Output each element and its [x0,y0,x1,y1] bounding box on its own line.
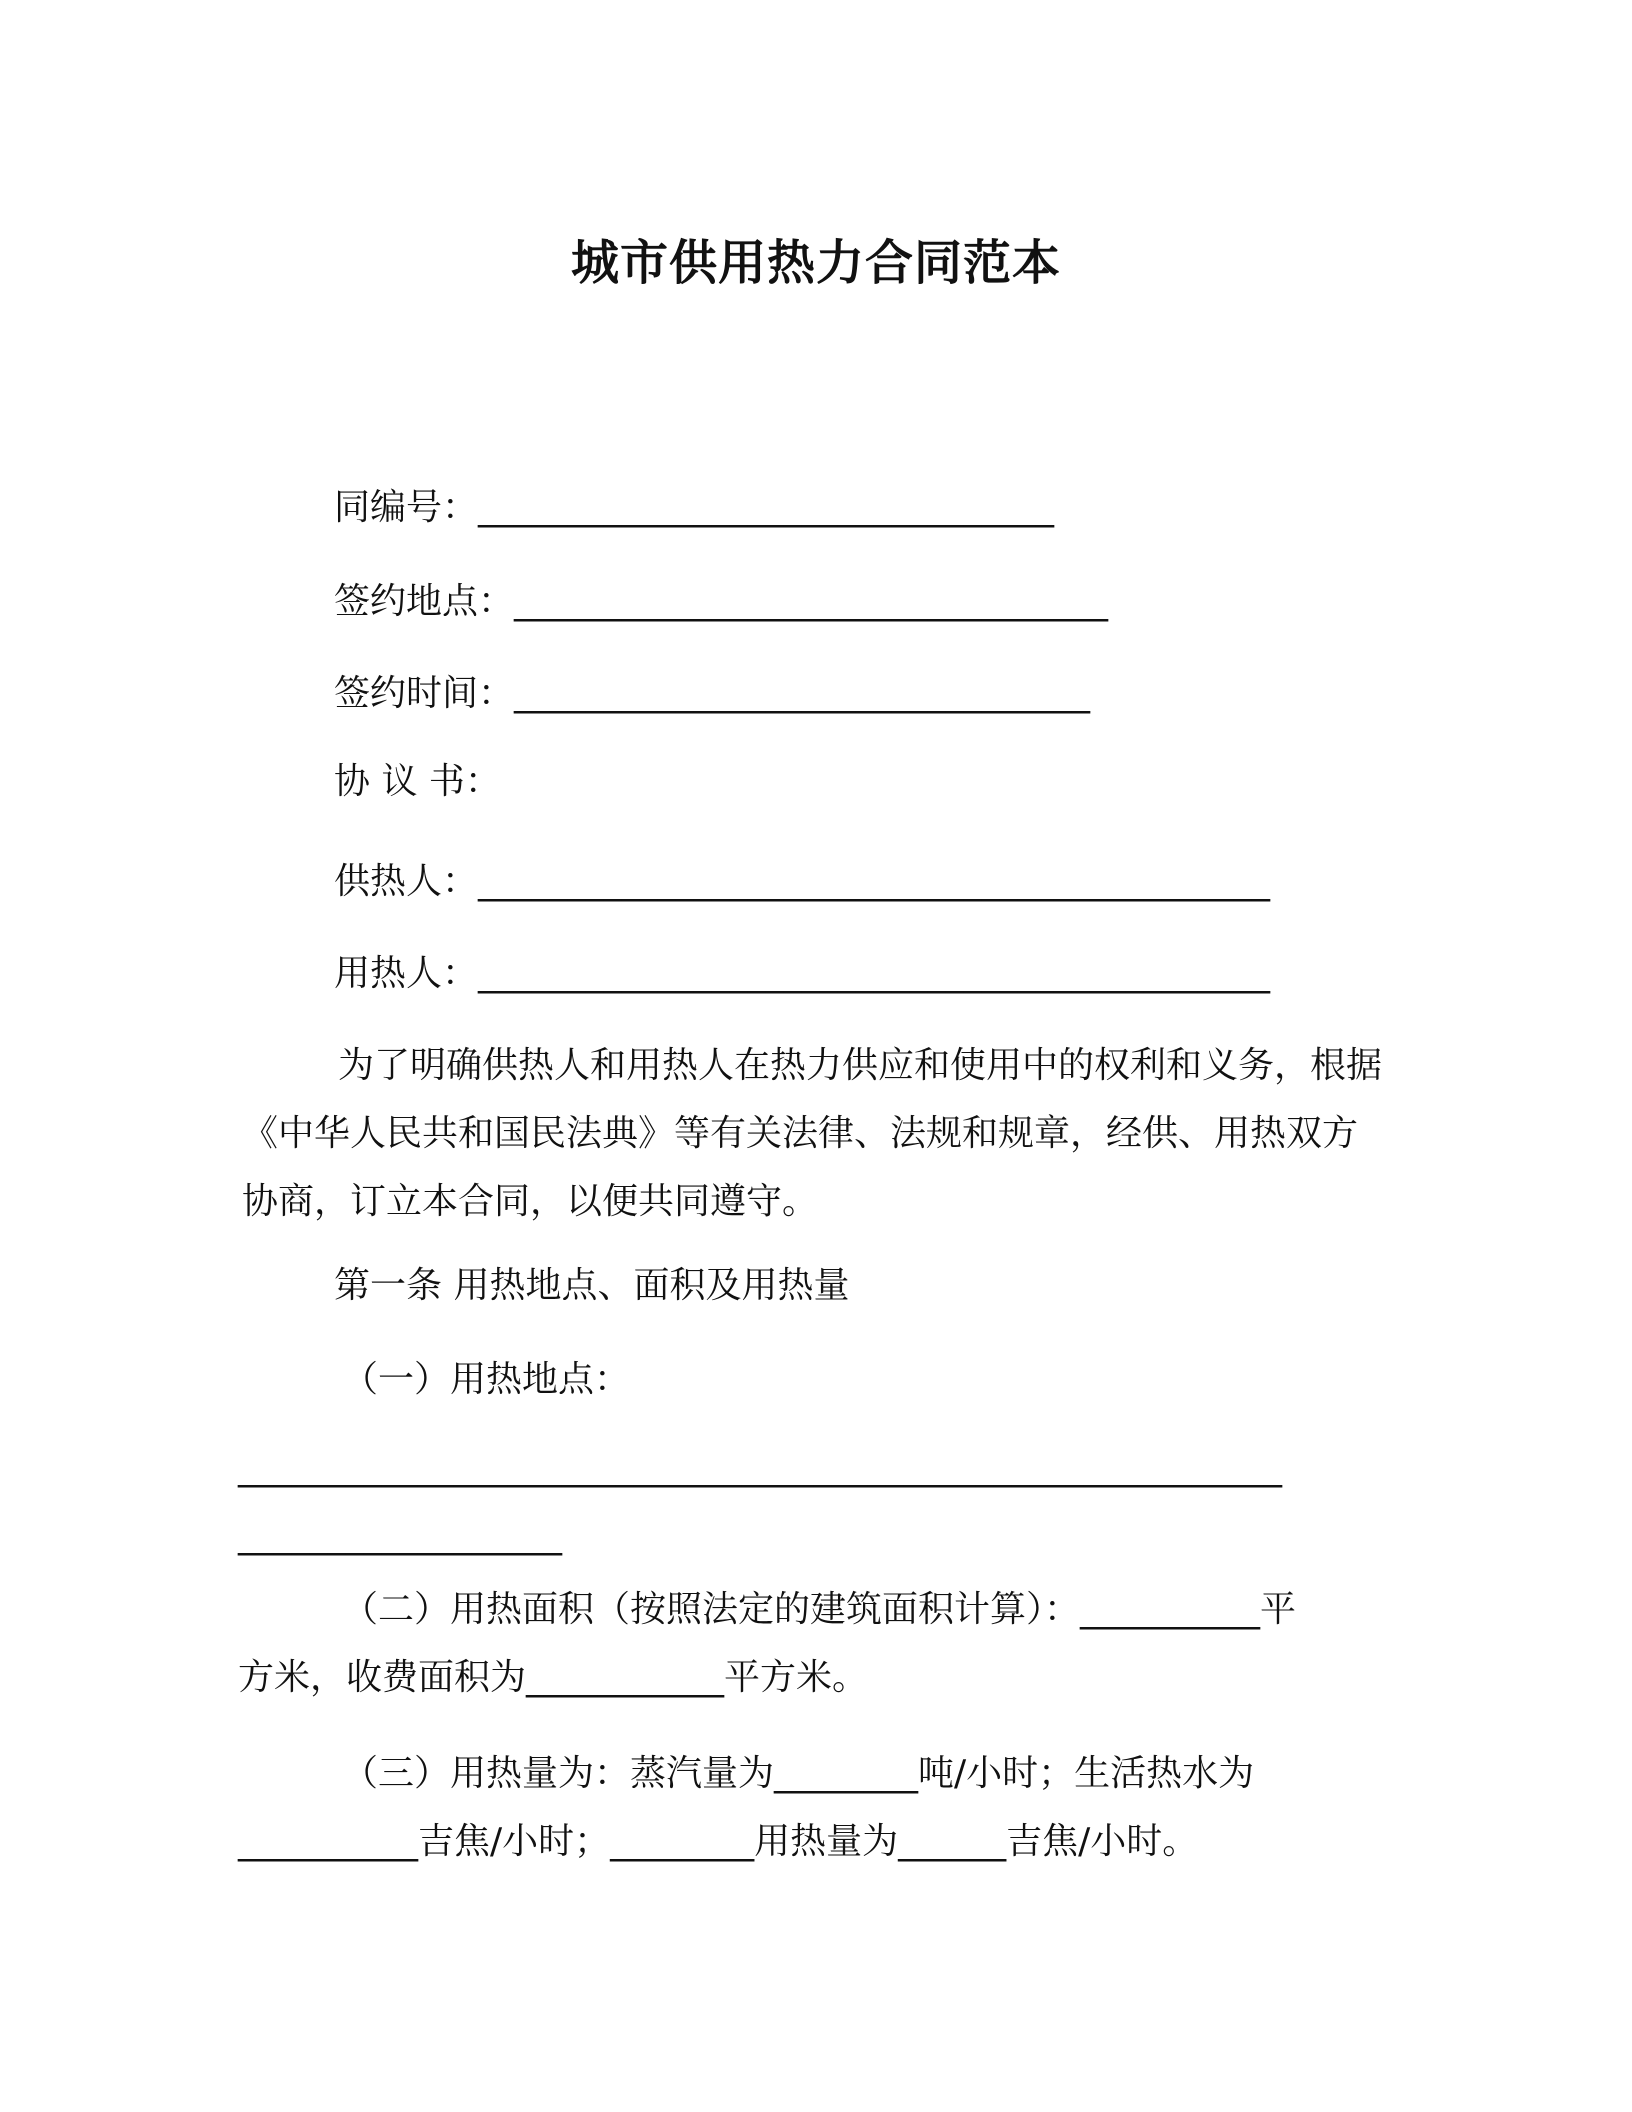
article-1-heading: 第一条 用热地点、面积及用热量 [334,1265,850,1306]
sign-time-field: 签约时间：________________________________ [334,673,1091,714]
item-1-label: （一）用热地点： [342,1359,631,1400]
item-2-line-1: （二）用热面积（按照法定的建筑面积计算）：__________平 [342,1589,1297,1630]
item-3-line-2: __________吉焦/小时；________用热量为______吉焦/小时。 [238,1821,1199,1862]
item-1-blank-line: __________________________________________________________ [238,1447,1282,1488]
sign-place-field: 签约地点：_________________________________ [334,581,1109,622]
item-3-line-1: （三）用热量为：蒸汽量为________吨/小时；生活热水为 [342,1753,1255,1794]
item-2-line-2: 方米，收费面积为___________平方米。 [238,1657,869,1698]
preamble-paragraph: 为了明确供热人和用热人在热力供应和使用中的权利和义务，根据《中华人民共和国民法典》等有关法律、法规和规章，经供、用热双方协商，订立本合同，以便共同遵守。 [242,1045,1383,1222]
user-field: 用热人：____________________________________________ [334,953,1271,994]
item-1-blank-line-2: __________________ [238,1515,562,1556]
contract-number-field: 同编号：________________________________ [334,487,1055,528]
agreement-label: 协 议 书： [334,761,501,802]
supplier-field: 供热人：____________________________________________ [334,861,1271,902]
document-title: 城市供用热力合同范本 [570,235,1061,291]
